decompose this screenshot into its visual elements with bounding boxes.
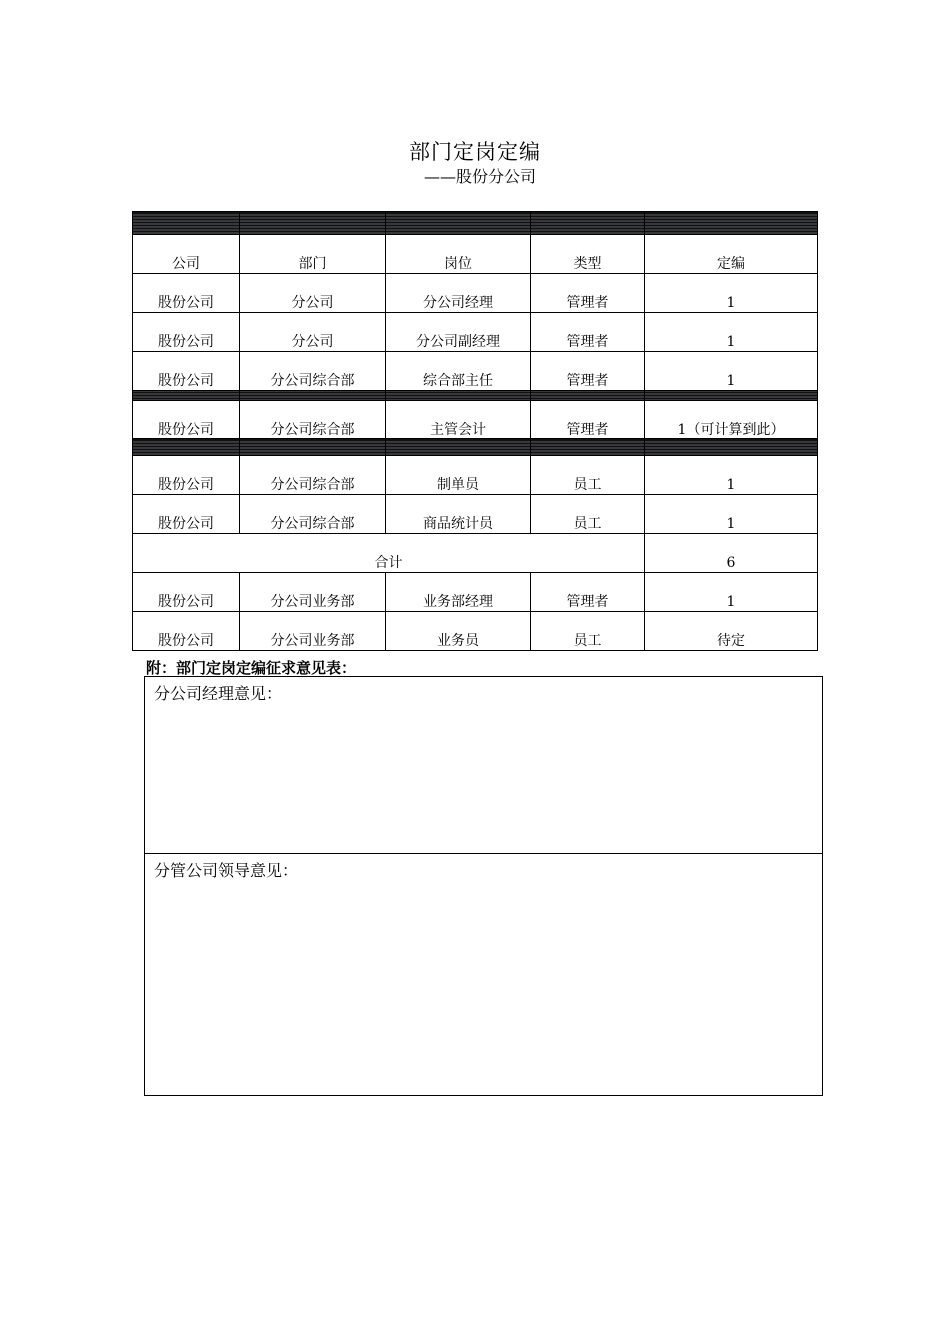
supervising-leader-opinion-box[interactable] — [144, 853, 823, 1096]
cell-department: 分公司综合部 — [240, 401, 386, 439]
cell-type: 员工 — [531, 495, 645, 534]
cell-department: 分公司综合部 — [240, 456, 386, 495]
cell-type: 管理者 — [531, 573, 645, 612]
table-header-row — [133, 235, 818, 274]
cell-position: 商品统计员 — [386, 495, 531, 534]
cell-headcount: 1 — [645, 352, 818, 391]
cell-company: 股份公司 — [133, 401, 240, 439]
table-decorative-band — [133, 212, 818, 235]
cell-position: 业务部经理 — [386, 573, 531, 612]
cell-company: 股份公司 — [133, 274, 240, 313]
table-total-row — [133, 534, 818, 573]
cell-position: 制单员 — [386, 456, 531, 495]
header-type: 类型 — [531, 235, 645, 274]
table-row — [133, 401, 818, 439]
cell-department: 分公司综合部 — [240, 495, 386, 534]
table-row — [133, 313, 818, 352]
cell-type: 管理者 — [531, 352, 645, 391]
cell-type: 管理者 — [531, 401, 645, 439]
cell-headcount: 1 — [645, 495, 818, 534]
header-position: 岗位 — [386, 235, 531, 274]
page-subtitle: ——股份分公司 — [423, 167, 536, 186]
cell-department: 分公司 — [240, 274, 386, 313]
cell-department: 分公司业务部 — [240, 573, 386, 612]
cell-company: 股份公司 — [133, 352, 240, 391]
cell-type: 员工 — [531, 612, 645, 651]
branch-manager-opinion-box[interactable] — [144, 676, 823, 854]
cell-department: 分公司 — [240, 313, 386, 352]
staffing-table — [132, 211, 818, 651]
cell-type: 管理者 — [531, 274, 645, 313]
cell-company: 股份公司 — [133, 495, 240, 534]
cell-headcount: 1（可计算到此） — [645, 401, 818, 439]
cell-department: 分公司综合部 — [240, 352, 386, 391]
table-row — [133, 612, 818, 651]
table-row — [133, 495, 818, 534]
cell-headcount: 1 — [645, 573, 818, 612]
page-title: 部门定岗定编 — [409, 140, 541, 164]
header-company: 公司 — [133, 235, 240, 274]
total-value: 6 — [645, 534, 818, 573]
total-label: 合计 — [133, 534, 645, 573]
cell-company: 股份公司 — [133, 313, 240, 352]
cell-company: 股份公司 — [133, 456, 240, 495]
cell-company: 股份公司 — [133, 612, 240, 651]
cell-company: 股份公司 — [133, 573, 240, 612]
cell-position: 主管会计 — [386, 401, 531, 439]
cell-headcount: 待定 — [645, 612, 818, 651]
table-decorative-band — [133, 391, 818, 401]
opinion-label: 分公司经理意见： — [154, 684, 283, 703]
opinion-label: 分管公司领导意见： — [154, 861, 299, 880]
cell-headcount: 1 — [645, 313, 818, 352]
table-decorative-band — [133, 439, 818, 456]
cell-position: 综合部主任 — [386, 352, 531, 391]
table-row — [133, 573, 818, 612]
table-row — [133, 352, 818, 391]
cell-headcount: 1 — [645, 456, 818, 495]
cell-type: 员工 — [531, 456, 645, 495]
table-row — [133, 456, 818, 495]
cell-position: 业务员 — [386, 612, 531, 651]
cell-department: 分公司业务部 — [240, 612, 386, 651]
attachment-heading: 附：部门定岗定编征求意见表： — [146, 659, 357, 677]
cell-headcount: 1 — [645, 274, 818, 313]
cell-position: 分公司副经理 — [386, 313, 531, 352]
table-row — [133, 274, 818, 313]
cell-type: 管理者 — [531, 313, 645, 352]
header-department: 部门 — [240, 235, 386, 274]
cell-position: 分公司经理 — [386, 274, 531, 313]
header-headcount: 定编 — [645, 235, 818, 274]
